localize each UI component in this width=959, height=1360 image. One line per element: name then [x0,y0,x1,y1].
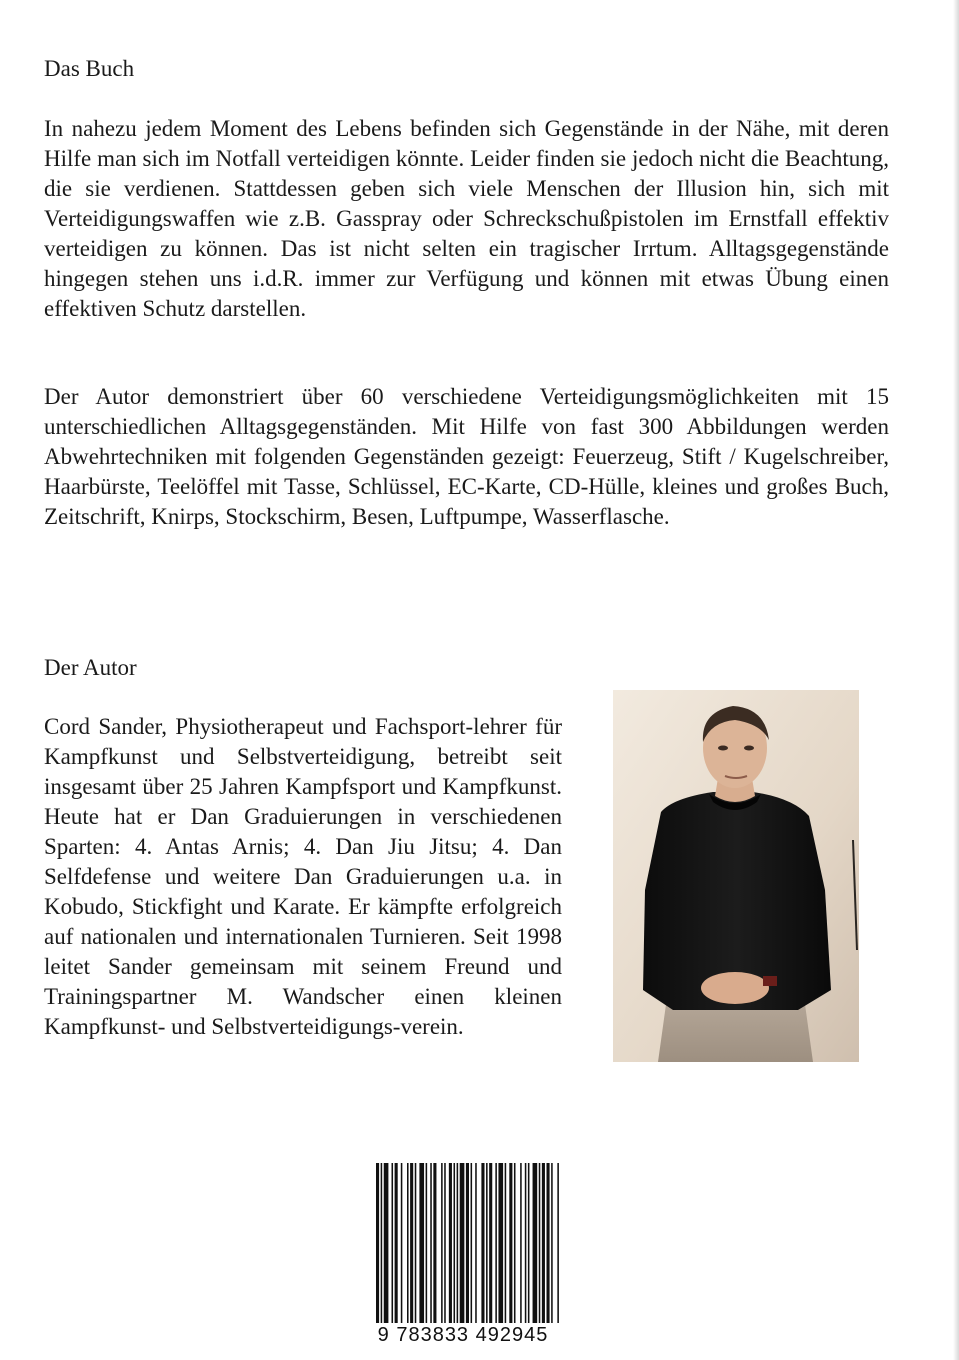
barcode-bar [495,1163,497,1323]
barcode-bar [419,1163,424,1323]
barcode-bar [509,1163,512,1323]
barcode-bar [407,1163,409,1323]
book-heading: Das Buch [44,56,135,81]
barcode-bar [430,1163,432,1323]
barcode-bar [471,1163,473,1323]
barcode-bar [381,1163,383,1323]
barcode-bar [557,1163,559,1323]
author-bio-paragraph: Cord Sander, Physiotherapeut und Fachsport-lehrer für Kampfkunst und Selbstverteidigung, betreibt seit insgesamt über 25 Jahren Kampfsport und Kampfkunst. Heute hat er Dan Graduierungen in verschiedenen Sparten: 4. Antas Arnis; 4. Dan Jiu Jitsu; 4. Dan Selfdefense und weitere Dan Graduierungen u.a. in Kobudo, Stickfight und Karate. Er kämpfte erfolgreich auf nationalen und internationalen Turnieren. Seit 1998 leitet Sander gemeinsam mit seinem Freund und Trainingspartner M. Wandscher einen kleinen Kampfkunst- und Selbstverteidigungs-verein. [44,714,562,1039]
barcode-bar [551,1163,553,1323]
barcode-bar [401,1163,403,1323]
author-portrait-photo [613,690,859,1062]
barcode-bar [498,1163,503,1323]
barcode-bar [384,1163,389,1323]
barcode-bar [533,1163,538,1323]
barcode-bar [489,1163,492,1323]
barcode-bar [528,1163,530,1323]
barcode-digits: 9 783833 492945 [352,1324,574,1347]
book-description-paragraph: In nahezu jedem Moment des Lebens befinden sich Gegenstände in der Nähe, mit deren Hilfe man sich im Notfall verteidigen könnte. Leider finden sie jedoch nicht die Beachtung, die sie verdienen. Stattdessen geben sich viele Menschen der Illusion hin, sich mit Verteidigungswaffen wie z.B. Gasspray oder Schreckschußpistolen im Ernstfall effektiv verteidigen zu können. Das ist nicht selten ein tragischer Irrtum. Alltagsgegenstände hingegen stehen uns i.d.R. immer zur Verfügung und können mit etwas Übung einen effektiven Schutz darstellen. [44,116,889,321]
isbn-barcode [352,1163,574,1360]
barcode-bar [466,1163,469,1323]
page-edge-shadow [953,0,959,1360]
barcode-bar [392,1163,394,1323]
barcode-bar [395,1163,398,1323]
barcode-bar [475,1163,477,1323]
barcode-bar [525,1163,527,1323]
author-portrait-illustration [613,690,859,1062]
barcode-bar [441,1163,443,1323]
barcode-bar [505,1163,507,1323]
barcode-bar [460,1163,465,1323]
barcode-bar [454,1163,456,1323]
barcode-bar [481,1163,484,1323]
barcode-bar [426,1163,428,1323]
barcode-bar [514,1163,516,1323]
barcode-bar [444,1163,446,1323]
book-contents-paragraph: Der Autor demonstriert über 60 verschiedene Verteidigungsmöglichkeiten mit 15 unterschiedlichen Alltagsgegenständen. Mit Hilfe von fast 300 Abbildungen werden Abwehrtechniken mit folgenden Gegenständen gezeigt: Feuerzeug, Stift / Kugelschreiber, Haarbürste, Teelöffel mit Tasse, Schlüssel, EC-Karte, CD-Hülle, kleines und großes Buch, Zeitschrift, Knirps, Stockschirm, Besen, Luftpumpe, Wasserflasche. [44,384,889,529]
barcode-bar [449,1163,452,1323]
barcode-bar [547,1163,550,1323]
barcode-bar [433,1163,436,1323]
barcode-bar [415,1163,417,1323]
barcode-bar [486,1163,488,1323]
barcode-bar [520,1163,522,1323]
barcode-icon [352,1163,574,1323]
author-heading: Der Autor [44,655,137,680]
barcode-bar [539,1163,541,1323]
barcode-bar [457,1163,459,1323]
barcode-bar [376,1163,379,1323]
barcode-bar [542,1163,545,1323]
barcode-bar [410,1163,413,1323]
